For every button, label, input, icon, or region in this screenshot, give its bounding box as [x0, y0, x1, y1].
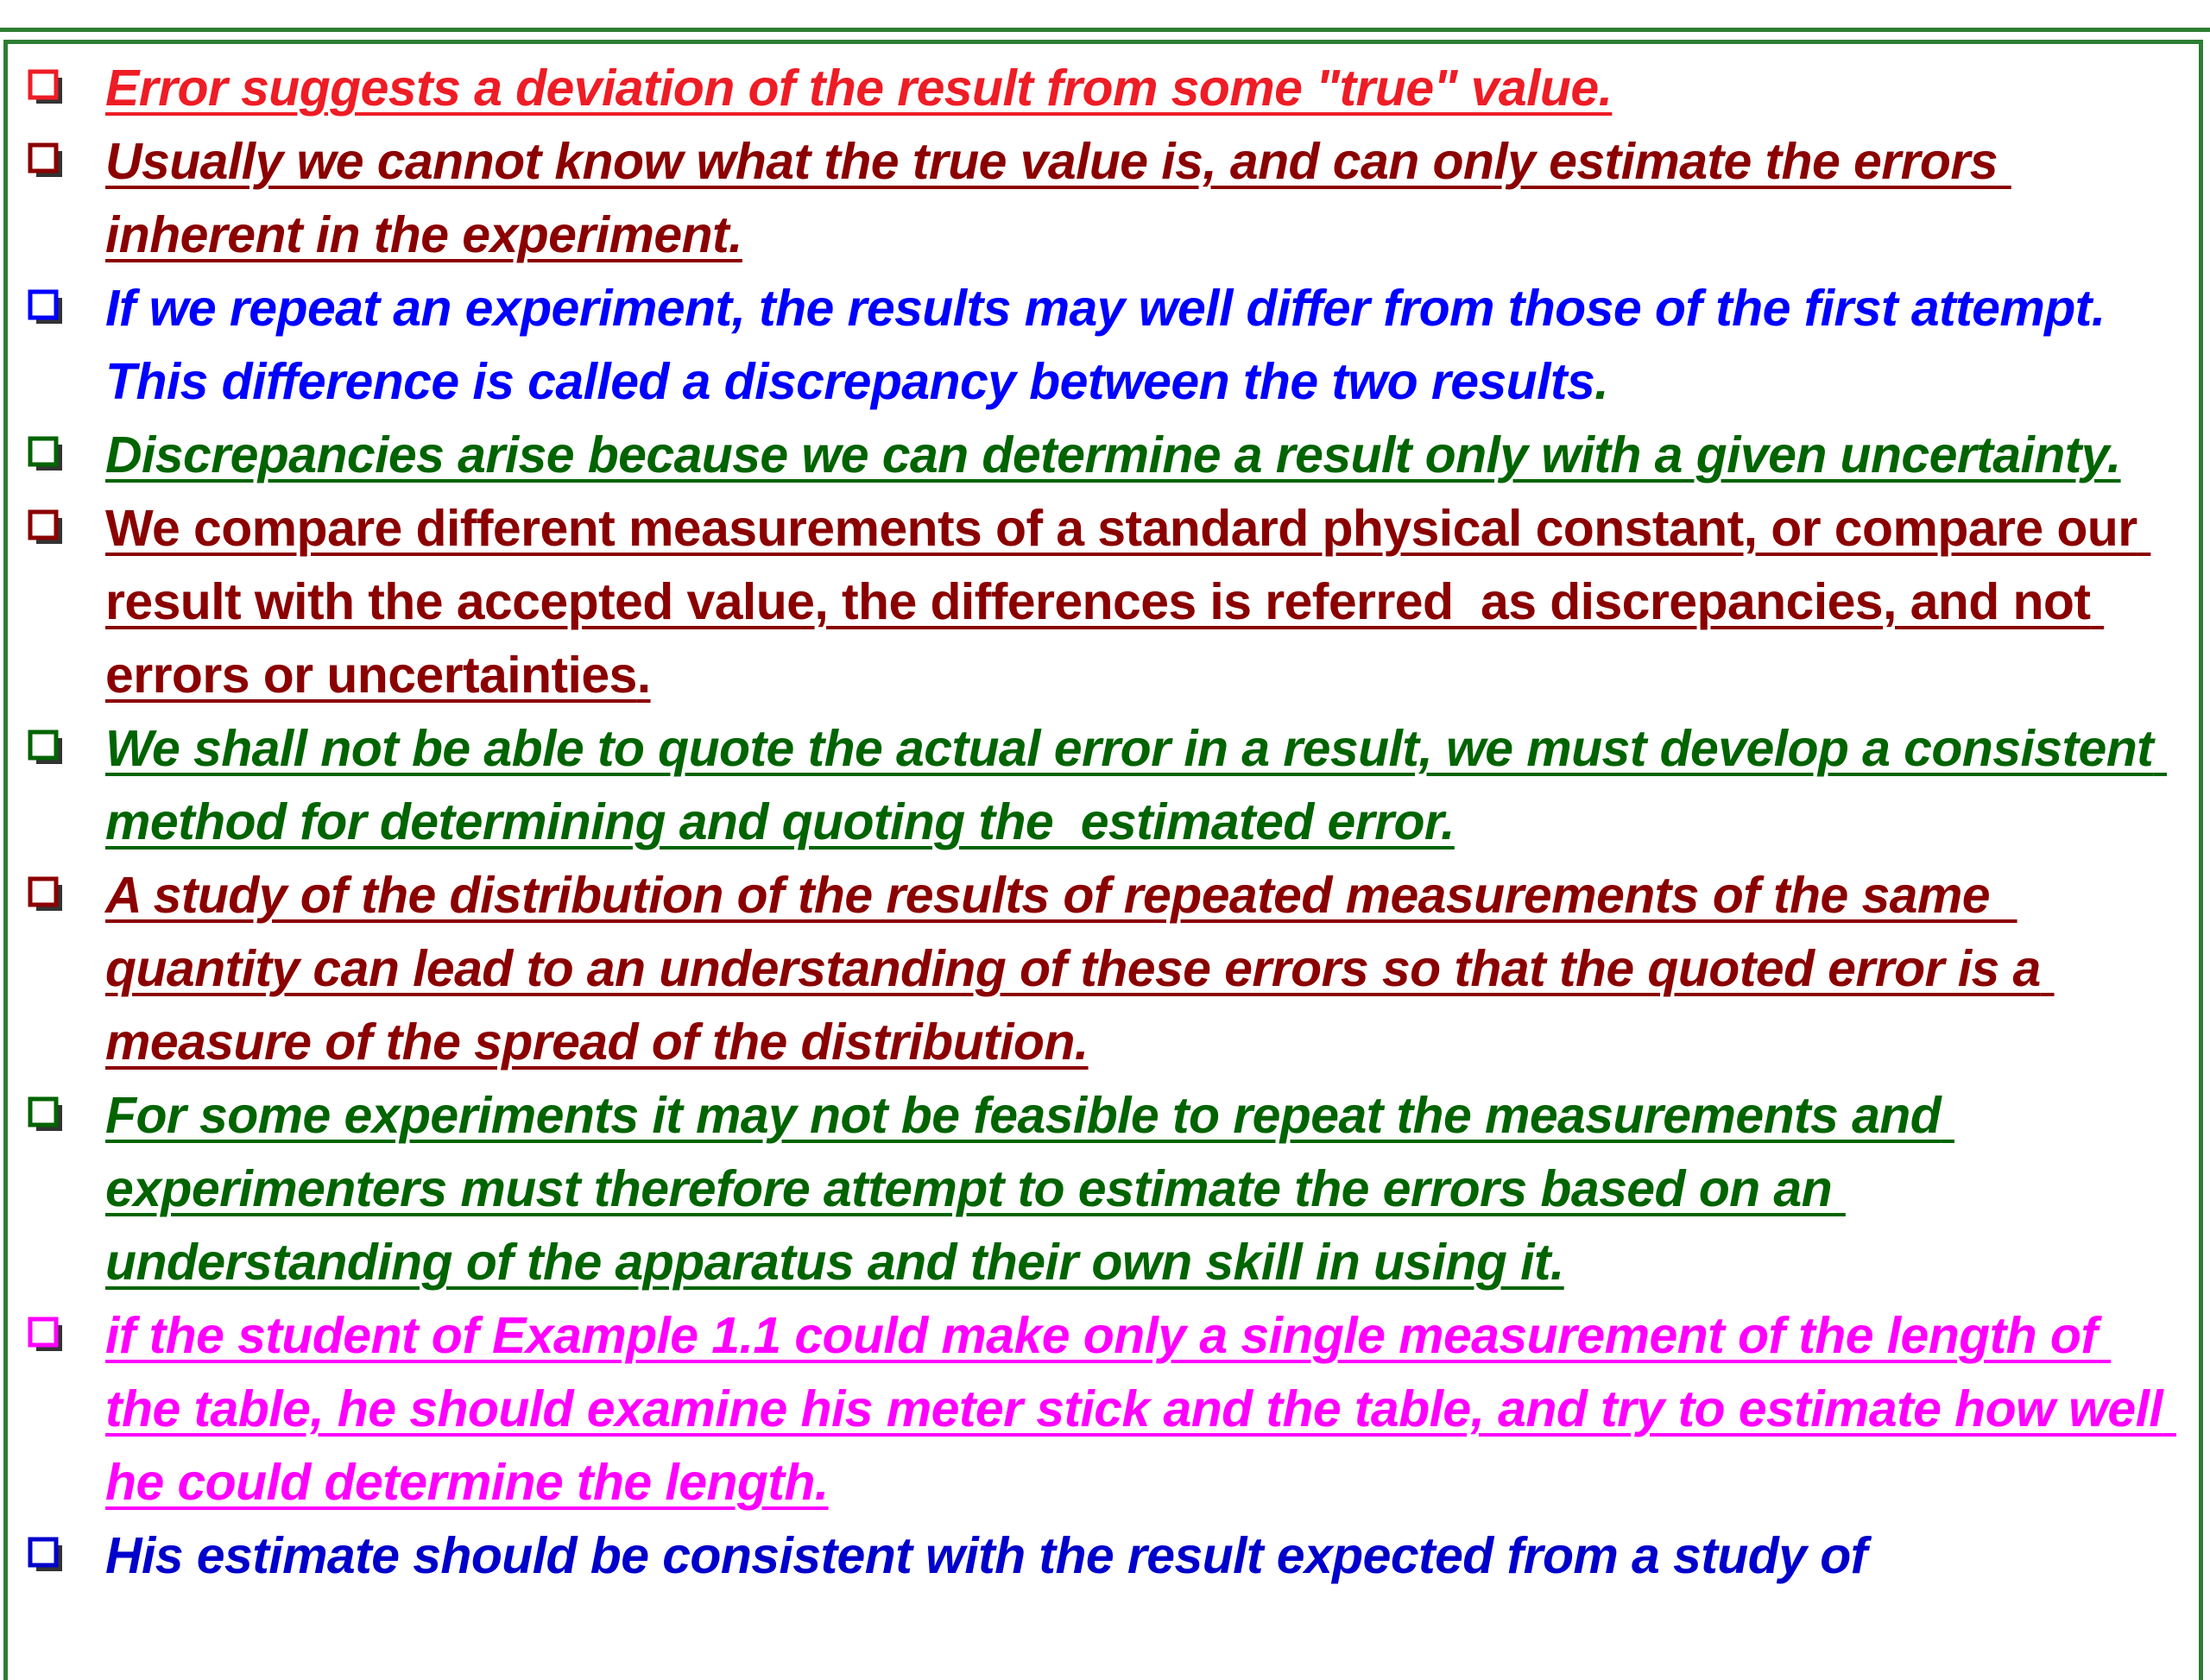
bullet-text-suffix: .	[1594, 353, 1608, 410]
hollow-square-bullet-icon	[28, 876, 64, 913]
bullet-text-body: A study of the distribution of the results of repeated measurements of the same quantity can lead to an understanding of these errors so that the quoted error is a measure of the spread of the distribution.	[105, 867, 2055, 1071]
list-item	[0, 125, 2210, 272]
hollow-square-bullet-icon	[28, 289, 64, 325]
list-item	[0, 1519, 2210, 1593]
bullet-text	[105, 52, 2184, 125]
bullet-text-body: if the student of Example 1.1 could make only a single measurement of the length of the table, he should examine his meter stick and the table, and try to estimate how well he could determine the length.	[105, 1307, 2176, 1511]
bullet-text	[105, 272, 2184, 419]
bullet-text	[105, 712, 2184, 859]
hollow-square-bullet-icon	[28, 436, 64, 472]
hollow-square-bullet-icon	[28, 1537, 64, 1573]
hollow-square-bullet-icon	[28, 142, 64, 179]
bullet-text	[105, 125, 2184, 272]
bullet-text	[105, 419, 2184, 492]
bullet-text-body: Error suggests a deviation of the result from some "true" value.	[105, 60, 1613, 117]
bullet-text	[105, 1079, 2184, 1299]
bullet-text-body: Usually we cannot know what the true value is, and can only estimate the errors inherent in the experiment.	[105, 133, 2011, 263]
list-item	[0, 492, 2210, 712]
list-item	[0, 1079, 2210, 1299]
bullet-list	[0, 52, 2210, 1593]
bullet-text-suffix: .	[636, 647, 651, 704]
bullet-text	[105, 1299, 2184, 1519]
list-item	[0, 272, 2210, 419]
bullet-text-body: For some experiments it may not be feasible to repeat the measurements and experimenters must therefore attempt to estimate the errors based on an understanding of the apparatus and their own skill in using it.	[105, 1087, 1954, 1291]
hollow-square-bullet-icon	[28, 1317, 64, 1353]
list-item	[0, 1299, 2210, 1519]
hollow-square-bullet-icon	[28, 509, 64, 546]
bullet-text-body: If we repeat an experiment, the results may well differ from those of the first attempt. This difference is called a discrepancy between the two results	[105, 280, 2119, 410]
top-rule	[0, 28, 2210, 32]
bullet-text-body: We shall not be able to quote the actual error in a result, we must develop a consistent method for determining and quoting the estimated error.	[105, 720, 2167, 850]
list-item	[0, 712, 2210, 859]
hollow-square-bullet-icon	[28, 69, 64, 105]
bullet-text	[105, 859, 2184, 1079]
bullet-text-body: His estimate should be consistent with the result expected from a study of	[105, 1527, 1867, 1584]
list-item	[0, 859, 2210, 1079]
list-item	[0, 52, 2210, 125]
bullet-text	[105, 492, 2184, 712]
hollow-square-bullet-icon	[28, 729, 64, 766]
list-item	[0, 419, 2210, 492]
bullet-text	[105, 1519, 2184, 1593]
bullet-text-body: Discrepancies arise because we can determine a result only with a given uncertainty.	[105, 426, 2121, 483]
hollow-square-bullet-icon	[28, 1096, 64, 1133]
bullet-text-body: We compare different measurements of a standard physical constant, or compare our result with the accepted value, the differences is referred as discrepancies, and not errors or uncertainties	[105, 500, 2151, 704]
